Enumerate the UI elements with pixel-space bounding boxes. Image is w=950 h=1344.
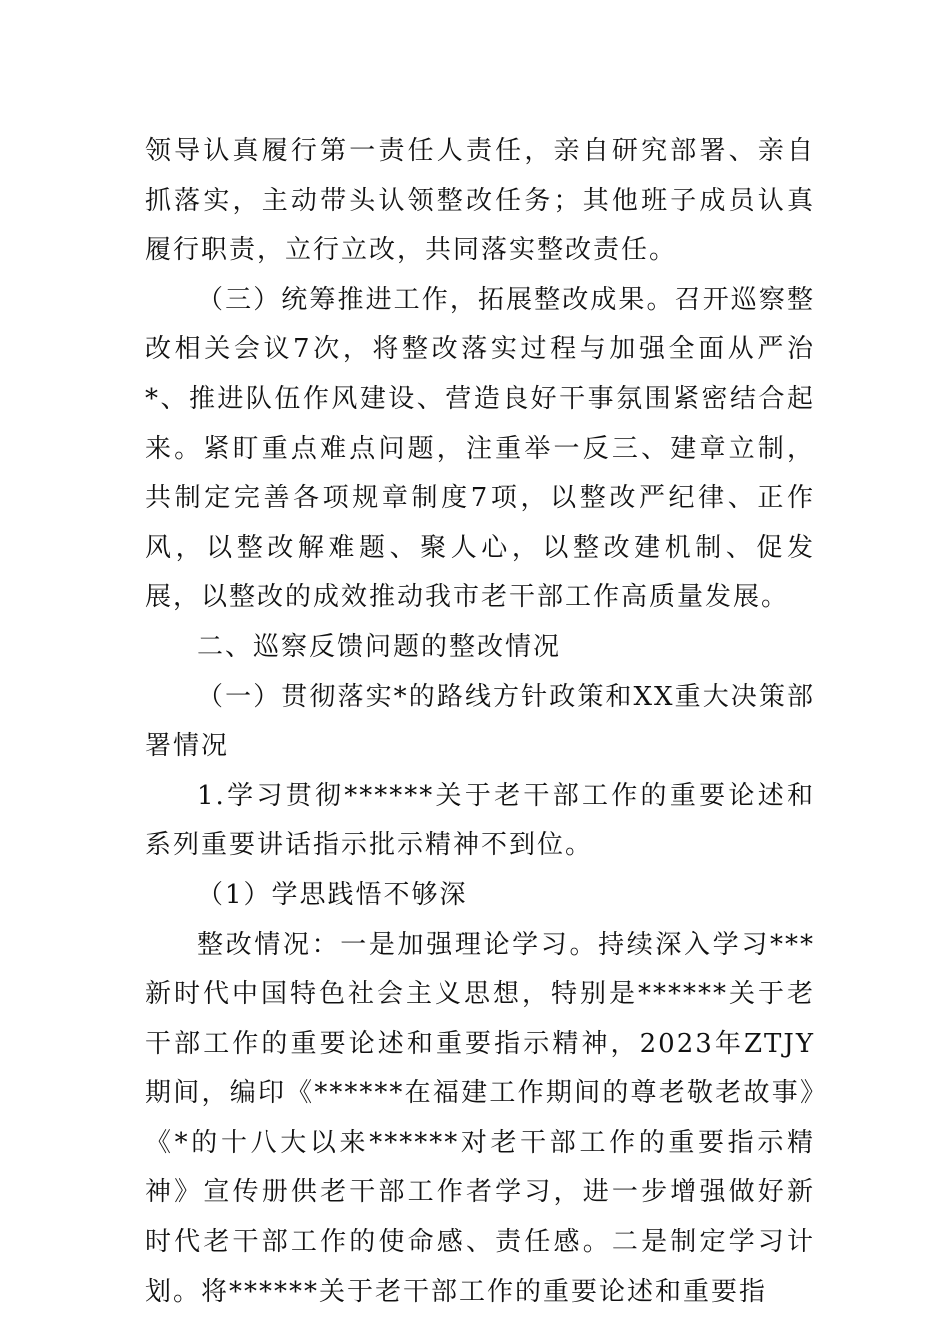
heading-subsection-one: （一）贯彻落实*的路线方针政策和XX重大决策部署情况 <box>145 681 815 762</box>
paragraph-rectification: 整改情况：一是加强理论学习。持续深入学习***新时代中国特色社会主义思想，特别是******关于老干部工作的重要论述和重要指示精神，2023年ZTJY期间，编印《******在福建工作期间的尊老敬老故事》《*的十八大以来******对老干部工作的重要指示精神》宣传册供老干部工作者学习，进一步增强做好新时代老干部工作的使命感、责任感。二是制定学习计划。将******关于老干部工作的重要论述和重要指 <box>145 929 815 1307</box>
paragraph-section-three: （三）统筹推进工作，拓展整改成果。召开巡察整改相关会议7次，将整改落实过程与加强全面从严治*、推进队伍作风建设、营造良好干事氛围紧密结合起来。紧盯重点难点问题，注重举一反三、建章立制，共制定完善各项规章制度7项，以整改严纪律、正作风，以整改解难题、聚人心，以整改建机制、促发展，以整改的成效推动我市老干部工作高质量发展。 <box>145 284 815 613</box>
paragraph-leadership-duty: 领导认真履行第一责任人责任，亲自研究部署、亲自抓落实，主动带头认领整改任务；其他班子成员认真履行职责，立行立改，共同落实整改责任。 <box>145 136 815 266</box>
paragraph-item-one: 1.学习贯彻******关于老干部工作的重要论述和系列重要讲话指示批示精神不到位。 <box>145 780 815 861</box>
document-page <box>145 127 815 1317</box>
heading-section-two: 二、巡察反馈问题的整改情况 <box>197 631 562 662</box>
heading-item-one-sub: （1）学思践悟不够深 <box>197 879 468 910</box>
